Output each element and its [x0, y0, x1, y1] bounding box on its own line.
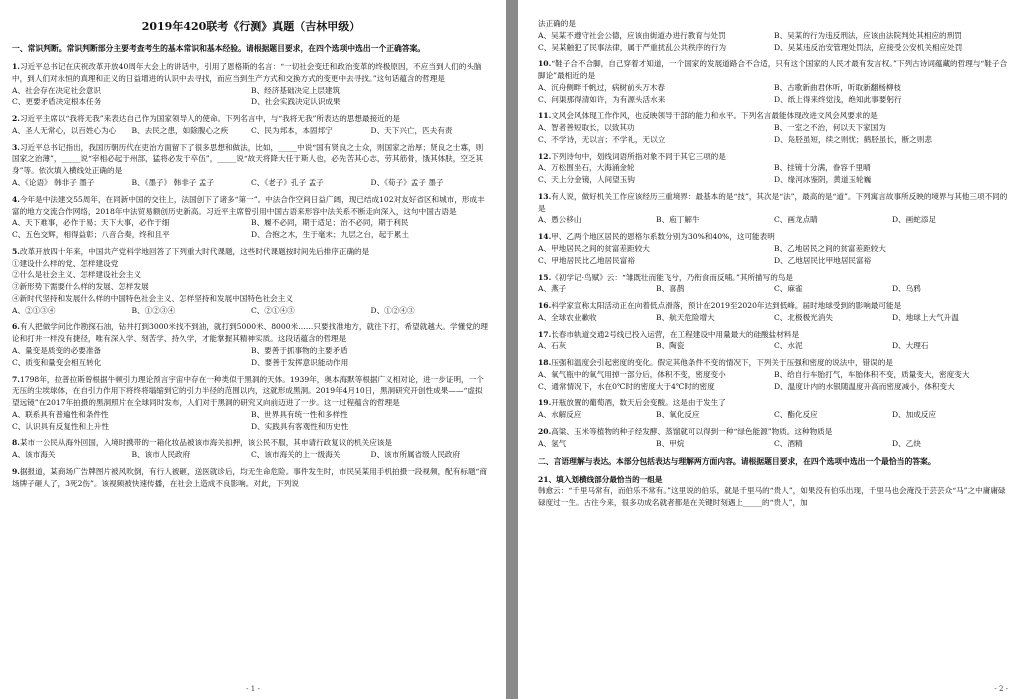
document-page-2 — [518, 0, 1024, 699]
question-stem: 1798年，拉普拉斯曾根据牛顿引力理论预言宇宙中存在一种类似于黑洞的天体。1939年，奥本海默等根据广义相对论，进一步证明，一个无压的尘埃球体，在自引力作用下将终将塌缩到它的引力半径的范围以内，这就形成黑洞。2019年4月10日，黑洞研究开创性成果——“虚拟望远镜”在2017年拍摄的黑洞照片在全球同时发布，人们对于黑洞的研究又向前迈进了一步。这一过程蕴含的哲理是 — [12, 374, 484, 408]
question-stem: 长春市轨道交通2号线已投入运营，在工程建设中用量最大的硅酸盐材料是 — [551, 329, 800, 339]
question-number: 20. — [538, 426, 552, 436]
option: C、北极极光消失 — [774, 312, 833, 322]
option: B、去民之患，如除腹心之疾 — [131, 125, 229, 135]
option: A、圣人无常心，以百姓心为心 — [12, 125, 117, 135]
option: A、全球农业歉收 — [538, 312, 597, 322]
option: B、古歌新曲君休听，听取新翻杨柳枝 — [774, 82, 902, 92]
option: D、吴某违反治安管理处罚法，应接受公安机关相应处罚 — [774, 42, 963, 52]
question-stem: 开瓶放置的葡萄酒，数天后会变酸。这是由于发生了 — [551, 398, 726, 408]
option: D、乙地居民比甲地居民富裕 — [774, 255, 872, 265]
question-number: 7. — [12, 374, 20, 384]
option: A、氢气 — [538, 438, 567, 448]
page-number: - 1 - — [246, 685, 260, 693]
question — [12, 437, 490, 461]
question-stem: 甲、乙两个地区居民的恩格尔系数分别为30%和40%，这可能表明 — [551, 232, 775, 242]
question-stem: 习近平总书记在庆祝改革开放40周年大会上的讲话中，引用了恩格斯的名言：“一切社会变迁和政治变革的终极原因，不应当到人们的头脑中，到人们对永恒的真理和正义的日益增进的认识中去寻找，而应当到生产方式和交换方式的变更中去寻找。”这句话蕴含的哲理是 — [12, 62, 482, 83]
question-stem: 今年是中法建交55周年，在同新中国的交往上，法国创下了诸多“第一”。中法合作空间日益广阔，现已结成102对友好省区和城市，形成丰富的地方交流合作网络，2018年中法贸易额创历史新高。习近平主席曾引用中国古语来形容中法关系不断走向深入，这句中国古语是 — [12, 194, 485, 216]
question-list — [12, 61, 490, 489]
option: C、酯化反应 — [774, 410, 818, 420]
question — [12, 142, 490, 189]
question — [538, 397, 1010, 421]
question-number: 2. — [12, 114, 20, 124]
option: B、乙地居民之间的贫富差距较大 — [774, 244, 886, 254]
question-number: 15. — [538, 272, 552, 282]
option: D、地球上大气升温 — [892, 312, 959, 322]
question-stem: 《初学记·鸟赋》云：“雏既壮而能飞兮，乃衔食而反哺。”其所描写的鸟是 — [551, 272, 793, 282]
question — [538, 426, 1010, 450]
question-21-title: 21、填入划横线部分最恰当的一组是 — [538, 474, 663, 484]
option: B、经济基础决定上层建筑 — [251, 85, 341, 95]
question — [12, 374, 490, 433]
option: A、愚公移山 — [538, 215, 582, 225]
question-stem: 某市一公民从海外回国，入境时携带的一箱化妆品被该市海关扣押，该公民不服，其申请行政复议的机关应该是 — [19, 438, 393, 448]
option: C、问渠那得清如许，为有源头活水来 — [538, 94, 666, 104]
question-stem: 有人把做学问比作勘探石油，钻井打到3000米找不到油，就打到5000米、8000米……只要找准地方，就往下打，希望就越大。学懂党的理论和打井一样没有捷径，唯有深入学、刻苦学、持久学，才能掌握其精神实质。这段话蕴含的哲理是 — [12, 322, 488, 344]
option: D、凫胫虽短，续之则忧；鹤胫虽长，断之则悲 — [774, 134, 932, 144]
question-stem: 文风会风体现工作作风，也反映领导干部的能力和水平。下列名言最能体现改进文风会风要求的是 — [551, 111, 878, 121]
section-heading-1: 一、常识判断。常识判断部分主要考查考生的基本常识和基本经验。请根据题目要求，在四个选项中选出一个正确答案。 — [12, 44, 426, 54]
option: C、②①④③ — [251, 305, 295, 315]
option: C、天上分金镜，人间望玉钩 — [538, 175, 635, 185]
question — [538, 110, 1010, 145]
question-number: 14. — [538, 232, 552, 242]
question — [538, 191, 1010, 226]
question — [538, 58, 1010, 105]
option: C、《老子》孔子 孟子 — [251, 178, 324, 188]
option: C、民为邦本，本固邦宁 — [251, 125, 333, 135]
option: D、实践具有客观性和历史性 — [251, 421, 349, 431]
stem-line: ③新形势下需要什么样的发展、怎样发展 — [12, 282, 149, 292]
option: D、社会实践决定认识成果 — [251, 97, 341, 107]
option: A、量变是质变的必要准备 — [12, 345, 102, 355]
option: C、甲地居民比乙地居民富裕 — [538, 255, 635, 265]
option: D、温度计内的水银随温度升高而密度减小，体积变大 — [774, 381, 955, 391]
option: A、万松围坐石，大海涌金轮 — [538, 163, 635, 173]
option: B、航天危险增大 — [656, 312, 715, 322]
option: A、沉舟侧畔千帆过，病树前头万木春 — [538, 82, 665, 92]
option: D、天下兴亡，匹夫有责 — [370, 125, 453, 135]
option: B、世界具有统一性和多样性 — [251, 409, 348, 419]
question-stem: 据报道，某商场广告牌图片被风吹倒，有行人被砸，送医就诊后，均无生命危险。事件发生时，市民吴某用手机拍摄一段视频，配有标题“商场牌子砸人了，3死2伤”。该视频被快速传播，在社会上造成不良影响。对此，下列说 — [12, 466, 488, 488]
stem-line: ②什么是社会主义、怎样建设社会主义 — [12, 270, 142, 280]
question — [12, 246, 490, 317]
option: B、《墨子》 韩非子 孟子 — [131, 178, 215, 188]
option: B、庖丁解牛 — [656, 215, 700, 225]
option: B、①②③④ — [131, 305, 176, 315]
question-stem: 习近平主席以“我将无我”来表达自己作为国家领导人的使命。下列名言中，与“我将无我”所表达的思想最接近的是 — [19, 114, 400, 124]
option: A、社会存在决定社会意识 — [12, 85, 102, 95]
question-stem: 科学家宣称太阳活动正在向着低点滑落，预计在2019至2020年达到低峰。届时地球受到的影响最可能是 — [551, 301, 902, 311]
option: A、②①③④ — [12, 305, 56, 315]
question — [538, 329, 1010, 353]
continued-stem: 法正确的是 — [538, 19, 576, 28]
question-stem: 压强和温度会引起密度的变化。假定其他条件不变的情况下，下列关于压强和密度的说法中，错误的是 — [551, 358, 893, 368]
document-title: 2019年420联考《行测》真题（吉林甲级） — [141, 20, 361, 33]
option: B、要善于抓事物的主要矛盾 — [251, 345, 348, 355]
stem-line: ④新时代坚持和发展什么样的中国特色社会主义、怎样坚持和发展中国特色社会主义 — [12, 293, 293, 303]
question — [12, 466, 490, 490]
option: A、智者善短取长，以致其功 — [538, 123, 635, 133]
question — [538, 151, 1010, 186]
option: B、氧化反应 — [656, 410, 700, 420]
option: A、联系具有普遍性和条件性 — [12, 409, 109, 419]
option: A、吴某不遵守社会公德，应该由街道办进行教育与处罚 — [538, 30, 726, 40]
question-list — [538, 58, 1010, 449]
option: C、质变和量变会相互转化 — [12, 357, 102, 367]
option: D、《荀子》孟子 墨子 — [370, 178, 444, 188]
option: C、水泥 — [774, 341, 803, 351]
option: D、①②④③ — [370, 305, 415, 315]
question-number: 13. — [538, 191, 552, 201]
option: A、氧气瓶中的氧气用掉一部分后，体积不变，密度变小 — [538, 369, 726, 379]
question-number: 10. — [538, 59, 552, 69]
option: D、加成反应 — [892, 410, 937, 420]
option: B、陶瓷 — [656, 341, 685, 351]
question — [12, 194, 490, 241]
option: A、水解反应 — [538, 410, 582, 420]
stem-line: ①建设什么样的党、怎样建设党 — [12, 258, 119, 268]
option: D、乌鸦 — [892, 284, 921, 294]
option: B、喜鹊 — [656, 284, 685, 294]
option: D、要善于发挥意识能动作用 — [251, 357, 349, 367]
question-number: 4. — [12, 194, 20, 204]
question — [538, 300, 1010, 324]
question-stem: 高粱、玉米等植物的种子经发酵、蒸馏就可以得到一种“绿色能源”物质。这种物质是 — [551, 426, 833, 436]
option: D、该市所属省级人民政府 — [370, 450, 461, 460]
question-number: 11. — [538, 111, 552, 121]
option: D、纸上得来终觉浅，绝知此事要躬行 — [774, 94, 902, 104]
question-stem: 有人说，做好机关工作应该经历三重境界：最基本的是“技”，其次是“法”，最高的是“道”。下列寓言故事所反映的境界与其他三项不同的是 — [538, 191, 1008, 213]
option: C、不学诗，无以言；不学礼，无以立 — [538, 134, 666, 144]
question-number: 3. — [12, 142, 20, 152]
question — [538, 357, 1010, 392]
option: C、吴某触犯了民事法律，属于严重扰乱公共秩序的行为 — [538, 42, 727, 52]
question — [12, 61, 490, 108]
question — [538, 231, 1010, 266]
option: C、酒精 — [774, 438, 803, 448]
question-number: 16. — [538, 301, 552, 311]
option: B、一室之不治，何以天下家国为 — [774, 123, 886, 133]
question-number: 17. — [538, 329, 552, 339]
option: B、甲烷 — [656, 438, 685, 448]
option: B、吴某的行为违反刑法，应该由法院判处其相应的刑罚 — [774, 30, 962, 40]
option: D、乙炔 — [892, 438, 921, 448]
question — [12, 113, 490, 137]
option: A、《论语》 韩非子 墨子 — [12, 178, 95, 188]
question — [12, 321, 490, 368]
question-9-continued — [538, 30, 1010, 54]
option: C、通常情况下，水在0℃时的密度大于4℃时的密度 — [538, 381, 715, 391]
question-21-stem: 韩愈云：“千里马常有，而伯乐不常有。”这里说的伯乐，就是千里马的“贵人”，如果没有伯乐出现，千里马也会淹没于芸芸众“马”之中庸庸碌碌度过一生。古往今来，很多功成名就者都是在关键时刻遇上_____的“贵人”，加 — [538, 486, 1006, 508]
question-number: 19. — [538, 398, 552, 408]
option: B、履不必同，期于适足；治不必同，期于利民 — [251, 218, 409, 228]
option: A、石灰 — [538, 341, 567, 351]
question-stem: 下列诗句中，划线词语所指对象不同于其它三项的是 — [551, 151, 726, 161]
question-number: 12. — [538, 151, 552, 161]
page-number: - 2 - — [994, 685, 1008, 693]
option: C、该市海关的上一级海关 — [251, 450, 341, 460]
question-number: 6. — [12, 322, 20, 332]
section-heading-2: 二、言语理解与表达。本部分包括表达与理解两方面内容。请根据题目要求，在四个选项中选出一个最恰当的答案。 — [538, 456, 936, 466]
question-number: 5. — [12, 246, 20, 256]
question-number: 18. — [538, 358, 552, 368]
option: B、该市人民政府 — [131, 450, 191, 460]
option: C、画龙点睛 — [774, 215, 818, 225]
option: B、给自行车胎打气，车胎体积不变，质量变大，密度变大 — [774, 369, 970, 379]
option: D、缘河冰鉴阴，黄道玉轮巍 — [774, 175, 872, 185]
document-page-1 — [0, 0, 506, 699]
question — [538, 272, 1010, 296]
option: A、甲地居民之间的贫富差距较大 — [538, 244, 650, 254]
question-stem: 改革开放四十年来，中国共产党科学地回答了下列重大时代课题，这些时代课题按时间先后排序正确的是 — [19, 246, 370, 256]
question-number: 1. — [12, 62, 20, 72]
option: D、画蛇添足 — [892, 215, 937, 225]
question-stem: “鞋子合不合脚，自己穿着才知道，一个国家的发展道路合不合适，只有这个国家的人民才最有发言权。”下列古诗词蕴藏的哲理与“鞋子合脚论”最相近的是 — [538, 59, 1008, 81]
question-number: 9. — [12, 466, 20, 476]
option: A、燕子 — [538, 284, 567, 294]
option: C、更要矛盾决定根本任务 — [12, 97, 102, 107]
option: B、挂镜十分满，眷容千里晴 — [774, 163, 871, 173]
option: C、认识具有反复性和上升性 — [12, 421, 109, 431]
question-number: 8. — [12, 438, 20, 448]
option: A、天下难事，必作于易；天下大事，必作于细 — [12, 218, 170, 228]
option: D、大理石 — [892, 341, 929, 351]
option: C、麻雀 — [774, 284, 803, 294]
option: C、五色交辉，相得益彰；八音合奏，终和且平 — [12, 230, 170, 240]
question-stem: 习近平总书记指出，我国历朝历代在吏治方面留下了很多思想和做法，比如，_____中说“国有贤良之士众，则国家之治厚；贤良之士寡，则国家之治薄”，_____说“宰相必起于州部，猛将必发于卒伍”，_____说“故天将降大任于斯人也，必先苦其心志，劳其筋骨，饿其体肤，空乏其身”等。依次填入横线处正确的是 — [12, 142, 484, 176]
option: A、该市海关 — [12, 450, 56, 460]
option: D、合抱之木，生于毫末；九层之台，起于累土 — [251, 230, 409, 240]
